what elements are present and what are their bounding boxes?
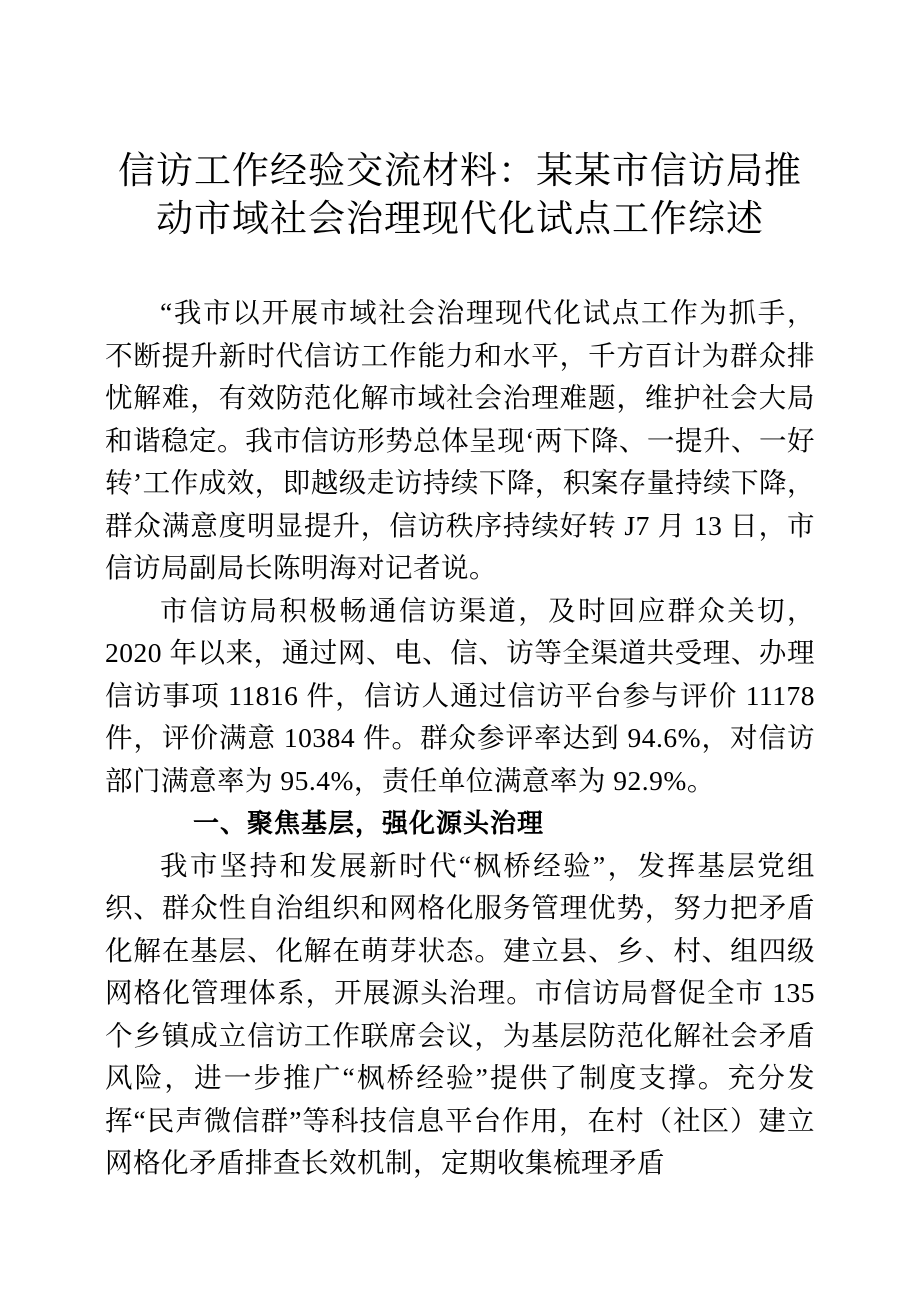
paragraph-section-1-body: 我市坚持和发展新时代“枫桥经验”，发挥基层党组织、群众性自治组织和网格化服务管理优势，努力把矛盾化解在基层、化解在萌芽状态。建立县、乡、村、组四级网格化管理体系，开展源头治理。市信访局督促全市 135 个乡镇成立信访工作联席会议，为基层防范化解社会矛盾风险，进一步推广“枫桥经验”提供了制度支撑。充分发挥“民声微信群”等科技信息平台作用，在村（社区）建立网格化矛盾排查长效机制，定期收集梳理矛盾 [105,849,815,1178]
document-title [105,148,815,244]
paragraph-intro-quote: “我市以开展市域社会治理现代化试点工作为抓手，不断提升新时代信访工作能力和水平，千方百计为群众排忧解难，有效防范化解市域社会治理难题，维护社会大局和谐稳定。我市信访形势总体呈现‘两下降、一提升、一好转’工作成效，即越级走访持续下降，积案存量持续下降，群众满意度明显提升，信访秩序持续好转 J7 月 13 日，市信访局副局长陈明海对记者说。 [105,297,815,583]
document-content [105,148,815,1185]
section-heading-1: 一、聚焦基层，强化源头治理 [193,808,545,838]
paragraph-statistics: 市信访局积极畅通信访渠道，及时回应群众关切，2020 年以来，通过网、电、信、访等全渠道共受理、办理信访事项 11816 件，信访人通过信访平台参与评价 11178 件，评价满意 10384 件。群众参评率达到 94.6%，对信访部门满意率为 95.4%，责任单位满意率为 92.9%。 [105,594,815,796]
document-title-line-2: 动市域社会治理现代化试点工作综述 [156,199,764,240]
document-title-line-1: 信访工作经验交流材料：某某市信访局推 [118,151,802,192]
document-body [105,292,815,1185]
